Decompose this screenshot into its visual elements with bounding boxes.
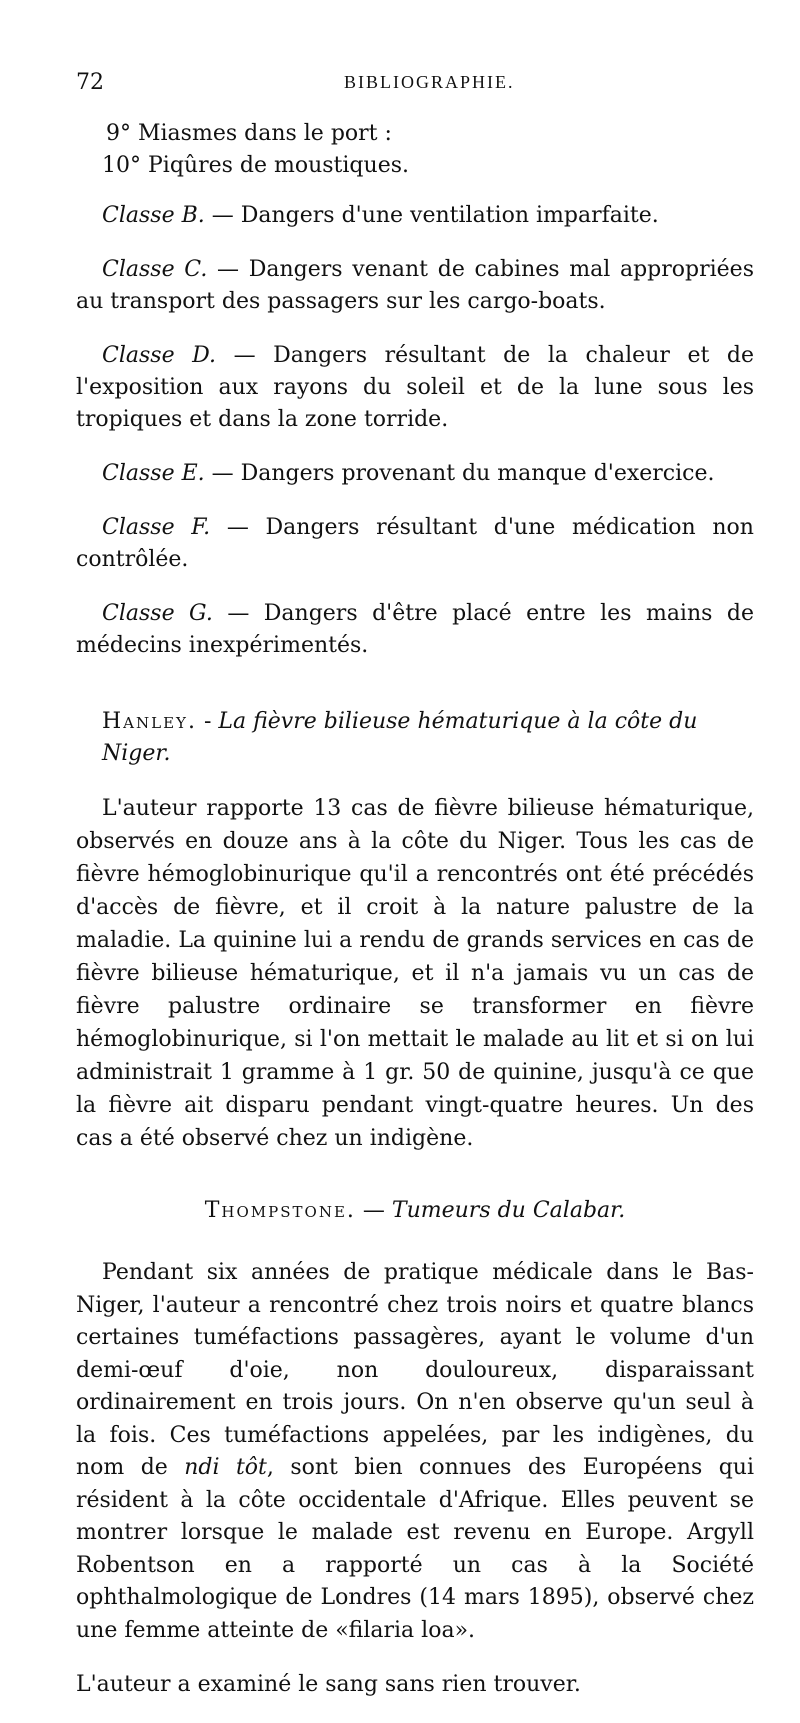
class-label: Classe D.	[102, 343, 217, 368]
body-text: Pendant six années de pratique médicale dans le Bas-Niger, l'auteur a rencontré chez trois noirs et quatre blancs certaines tuméfactions passagères, ayant le volume d'un demi-œuf d'oie, non douloureux, disparaissant ordinairement en trois jours. On n'en observe qu'un seul à la fois. Ces tuméfactions appelées, par les indigènes, du nom de	[76, 1260, 754, 1480]
article-author: Hanley.	[102, 709, 197, 734]
class-label: Classe E.	[102, 461, 205, 486]
class-text: — Dangers venant de cabines mal appropriées au transport des passagers sur les cargo-boats.	[76, 257, 754, 314]
article-title: La fièvre bilieuse hématurique à la côte du Niger.	[102, 709, 698, 766]
class-text: — Dangers d'être placé entre les mains de médecins inexpérimentés.	[76, 601, 754, 658]
article-body	[76, 1257, 754, 1647]
class-text: — Dangers résultant d'une médication non contrôlée.	[76, 515, 754, 572]
class-label: Classe G.	[102, 601, 213, 626]
article-title: Tumeurs du Calabar.	[391, 1198, 626, 1223]
page-number: 72	[76, 70, 104, 95]
class-entry-c	[76, 254, 754, 318]
article-author: Thompstone.	[204, 1198, 356, 1223]
class-text: — Dangers d'une ventilation imparfaite.	[211, 203, 659, 228]
body-text: , sont bien connues des Européens qui résident à la côte occidentale d'Afrique. Elles peuvent se montrer lorsque le malade est revenu en Europe. Argyll Robentson en a rapporté un cas à la Société ophthalmologique de Londres (14 mars 1895), observé chez une femme atteinte de «filaria loa».	[76, 1455, 754, 1643]
italic-term: ndi tôt	[184, 1455, 267, 1480]
class-entry-d	[76, 340, 754, 436]
heading-separator: -	[203, 709, 212, 734]
class-label: Classe C.	[102, 257, 208, 282]
page-content	[76, 118, 754, 1723]
class-entry-e	[76, 458, 754, 490]
class-label: Classe F.	[102, 515, 211, 540]
class-entry-g	[76, 598, 754, 662]
class-text: — Dangers provenant du manque d'exercice.	[211, 461, 715, 486]
page-header	[76, 70, 754, 100]
class-entry-b	[76, 200, 754, 232]
article-heading-thompstone	[76, 1195, 754, 1227]
class-text: — Dangers résultant de la chaleur et de l'exposition aux rayons du soleil et de la lune sous les tropiques et dans la zone torride.	[76, 343, 754, 432]
article-body: L'auteur rapporte 13 cas de fièvre bilieuse hématurique, observés en douze ans à la côte du Niger. Tous les cas de fièvre hémoglobinurique qu'il a rencontrés ont été précédés d'accès de fièvre, et il croit à la nature palustre de la maladie. La quinine lui a rendu de grands services en cas de fièvre bilieuse hématurique, et il n'a jamais vu un cas de fièvre palustre ordinaire se transformer en fièvre hémoglobinurique, si l'on mettait le malade au lit et si on lui administrait 1 gramme à 1 gr. 50 de quinine, jusqu'à ce que la fièvre ait disparu pendant vingt-quatre heures. Un des cas a été observé chez un indigène.	[76, 796, 754, 1151]
list-item: 10° Piqûres de moustiques.	[102, 153, 409, 178]
class-entry-f	[76, 512, 754, 576]
heading-separator: —	[362, 1198, 385, 1223]
article-heading-hanley	[76, 706, 754, 770]
article-closing-line: L'auteur a examiné le sang sans rien trouver.	[76, 1672, 581, 1697]
class-label: Classe B.	[102, 203, 205, 228]
running-head: BIBLIOGRAPHIE.	[344, 72, 515, 92]
list-item: 9° Miasmes dans le port :	[106, 121, 392, 146]
